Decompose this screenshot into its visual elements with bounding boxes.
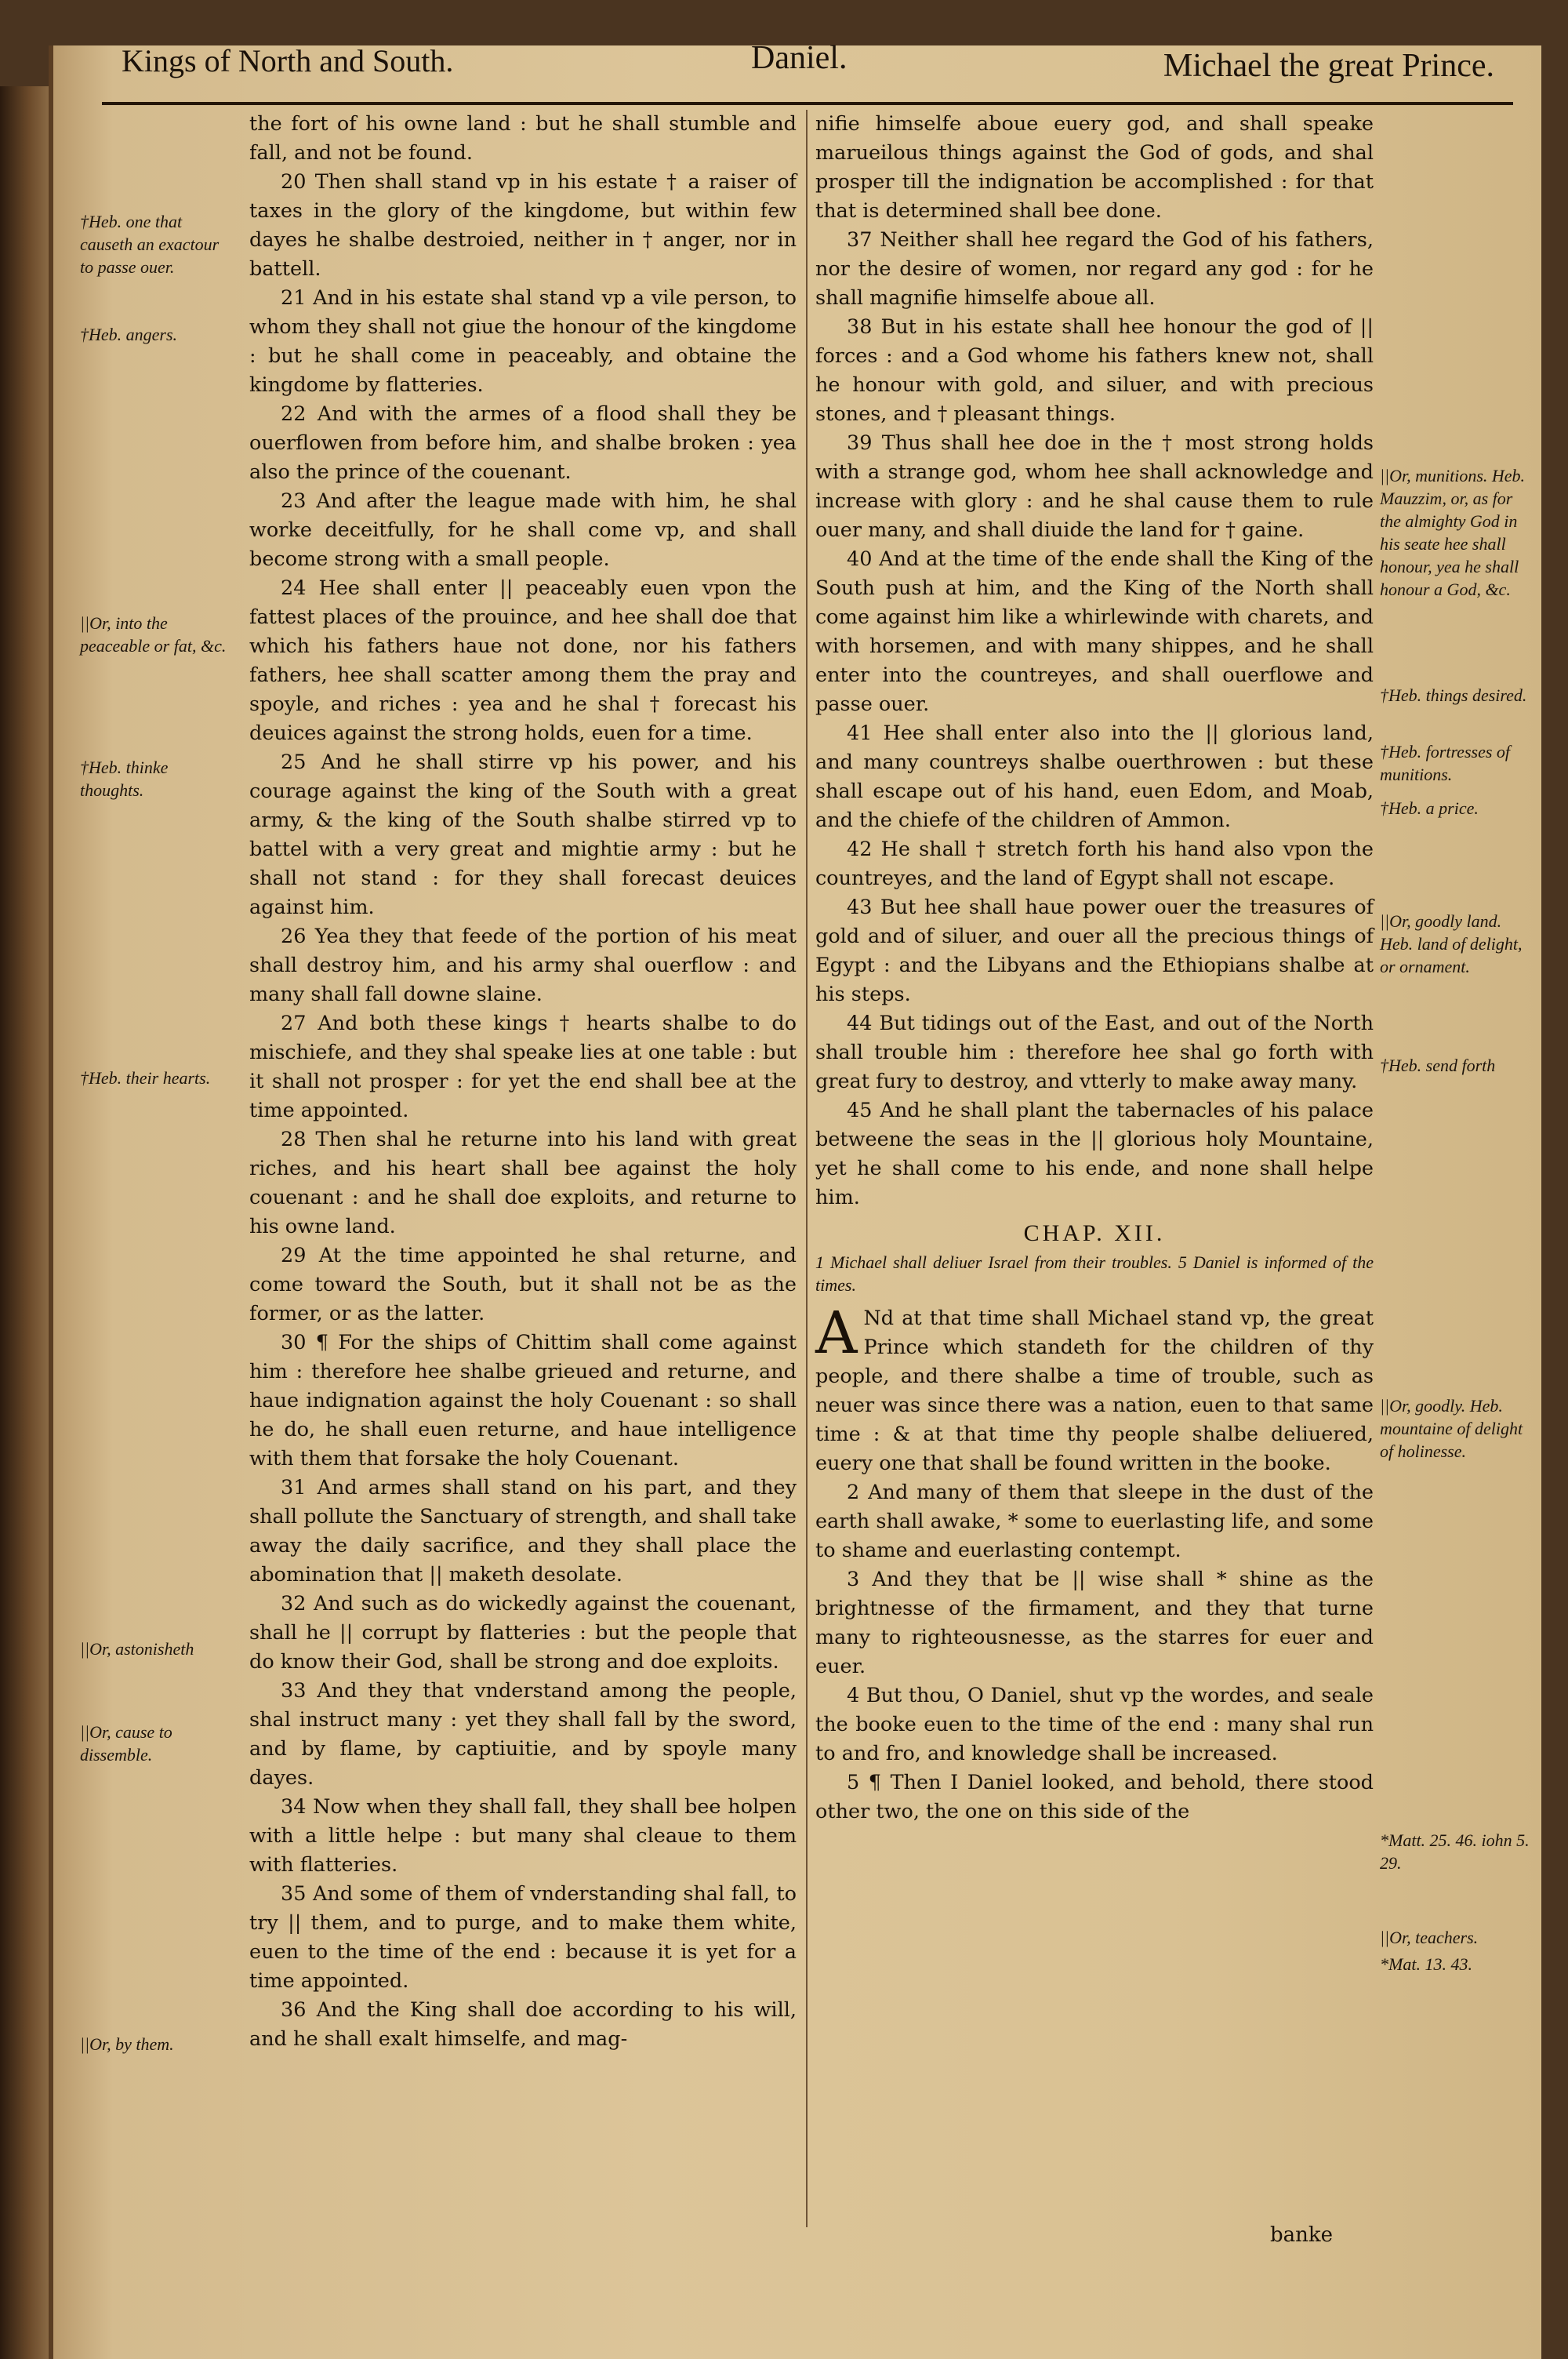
catchword: banke: [1270, 2223, 1334, 2247]
verse: 38 But in his estate shall hee honour the god of || forces : and a God whome his fathers knew not, shall he honour with gold, and siluer, and with precious stones, and † pleasant things.: [815, 315, 1374, 426]
verse: 31 And armes shall stand on his part, and they shall pollute the Sanctuary of strength, and shall take away the daily sacrifice, and they shall place the abomination that || maketh desolate.: [249, 1476, 797, 1587]
verse: 34 Now when they shall fall, they shall bee holpen with a little helpe : but many shal cleaue to them with flatteries.: [249, 1795, 797, 1877]
verse: 28 Then shal he returne into his land with great riches, and his heart shall bee against the holy couenant : and he shall doe exploits, and returne to his owne land.: [249, 1128, 797, 1238]
verse: 29 At the time appointed he shal returne, and come toward the South, but it shall not be as the former, or as the latter.: [249, 1244, 797, 1325]
verse: 36 And the King shall doe according to his will, and he shall exalt himselfe, and mag-: [249, 1998, 797, 2051]
margin-note: *Mat. 13. 43.: [1380, 1954, 1472, 1974]
verse: 41 Hee shall enter also into the || glorious land, and many countreys shalbe ouerthrowen : but these shall escape out of his hand, euen Edom, and Moab, and the chiefe of the children of Ammon.: [815, 722, 1374, 832]
verse: 26 Yea they that feede of the portion of his meat shall destroy him, and his army shal ouerflow : and many shall fall downe slaine.: [249, 925, 797, 1006]
verse: nifie himselfe aboue euery god, and shall speake marueilous things against the God of gods, and shal prosper till the indignation be accomplished : for that that is determined shall bee done.: [815, 112, 1374, 223]
chapter-summary: 1 Michael shall deliuer Israel from their troubles. 5 Daniel is informed of the times.: [815, 1252, 1374, 1295]
margin-note: †Heb. angers.: [80, 325, 178, 344]
verse: 44 But tidings out of the East, and out of the North shall trouble him : therefore hee shal go forth with great fury to destroy, and vtterly to make away many.: [815, 1012, 1374, 1093]
margin-note: †Heb. thinke thoughts.: [80, 758, 169, 800]
running-head-right: Michael the great Prince.: [1163, 48, 1494, 84]
book-spine: [0, 86, 49, 2359]
margin-note: *Matt. 25. 46. iohn 5. 29.: [1380, 1830, 1530, 1873]
margin-note: ||Or, astonisheth: [80, 1639, 194, 1659]
margin-note: ||Or, goodly land. Heb. land of delight, or ornament.: [1380, 911, 1523, 976]
margin-note: ||Or, cause to dissemble.: [80, 1722, 172, 1765]
verse: 22 And with the armes of a flood shall they be ouerflowen from before him, and shalbe broken : yea also the prince of the couenant.: [249, 402, 797, 484]
margin-note: ||Or, goodly. Heb. mountaine of delight of holinesse.: [1380, 1396, 1523, 1461]
verse: 39 Thus shall hee doe in the † most strong holds with a strange god, whom hee shall acknowledge and increase with glory : and he shal cause them to rule ouer many, and shall diuide the land for † gaine.: [815, 431, 1374, 542]
left-column: [249, 110, 797, 2054]
verse: 37 Neither shall hee regard the God of his fathers, nor the desire of women, nor regard any god : for he shall magnifie himselfe aboue all.: [815, 228, 1374, 310]
verse: 24 Hee shall enter || peaceably euen vpon the fattest places of the prouince, and hee shall doe that which his fathers haue not done, nor his fathers fathers, hee shall scatter among them the pray and spoyle, and riches : yea and he shal † forecast his deuices against the strong holds, euen for a time.: [249, 576, 797, 745]
margin-note: †Heb. fortresses of munitions.: [1380, 742, 1511, 784]
verse: 3 And they that be || wise shall * shine as the brightnesse of the firmament, and they that turne many to righteousnesse, as the starres for euer and euer.: [815, 1568, 1374, 1678]
verse: 32 And such as do wickedly against the couenant, shall he || corrupt by flatteries : but the people that do know their God, shall be strong and doe exploits.: [249, 1592, 797, 1674]
verse: 40 And at the time of the ende shall the King of the South push at him, and the King of the North shall come against him like a whirlewinde with charets, and with horsemen, and with many shippes, and he shall enter into the countreyes, and shall ouerflowe and passe ouer.: [815, 547, 1374, 716]
verse: 25 And he shall stirre vp his power, and his courage against the king of the South with a great army, & the king of the South shalbe stirred vp to battel with a very great and mightie army : but he shall not stand : for they shall forecast deuices against him.: [249, 751, 797, 919]
margin-note: †Heb. things desired.: [1380, 685, 1527, 705]
verse: 5 ¶ Then I Daniel looked, and behold, there stood other two, the one on this side of the: [815, 1771, 1374, 1823]
verse: 30 ¶ For the ships of Chittim shall come against him : therefore hee shalbe grieued and returne, and haue indignation against the holy Couenant : so shall he do, he shall euen returne, and haue intelligence with them that forsake the holy Couenant.: [249, 1331, 797, 1470]
chapter-heading: CHAP. XII.: [1023, 1220, 1166, 1246]
column-divider: [806, 110, 808, 2227]
verse: 45 And he shall plant the tabernacles of his palace betweene the seas in the || glorious holy Mountaine, yet he shall come to his ende, and none shall helpe him.: [815, 1099, 1374, 1209]
verse: the fort of his owne land : but he shall stumble and fall, and not be found.: [249, 112, 797, 165]
margin-note: †Heb. a price.: [1380, 798, 1479, 818]
verse: 4 But thou, O Daniel, shut vp the wordes, and seale the booke euen to the time of the end : many shal run to and fro, and knowledge shall be increased.: [815, 1684, 1374, 1765]
margin-note: †Heb. send forth: [1380, 1056, 1496, 1075]
verse: 2 And many of them that sleepe in the dust of the earth shall awake, * some to euerlasting life, and some to shame and euerlasting contempt.: [815, 1481, 1374, 1562]
margin-note: †Heb. one that causeth an exactour to passe ouer.: [80, 212, 220, 277]
running-head: [55, 17, 1505, 84]
chapter-first-verse: [815, 1299, 1374, 1478]
verse: 21 And in his estate shal stand vp a vile person, to whom they shall not giue the honour of the kingdome : but he shall come in peaceably, and obtaine the kingdome by flatteries.: [249, 286, 797, 397]
margin-note: ||Or, into the peaceable or fat, &c.: [80, 613, 227, 656]
right-column: [815, 110, 1374, 1826]
verse: 23 And after the league made with him, he shal worke deceitfully, for he shall come vp, and shall become strong with a small people.: [249, 489, 797, 571]
running-head-center: Daniel.: [751, 40, 848, 76]
verse: 43 But hee shall haue power ouer the treasures of gold and of siluer, and ouer all the precious things of Egypt : and the Libyans and the Ethiopians shalbe at his steps.: [815, 896, 1374, 1006]
verse: 33 And they that vnderstand among the people, shal instruct many : yet they shall fall by the sword, and by flame, by captiuitie, and by spoyle many dayes.: [249, 1679, 797, 1790]
verse: 20 Then shall stand vp in his estate † a raiser of taxes in the glory of the kingdome, but within few dayes he shalbe destroied, neither in † anger, nor in battell.: [249, 170, 797, 281]
margin-note: ||Or, by them.: [80, 2034, 174, 2054]
first-verse-text: Nd at that time shall Michael stand vp, the great Prince which standeth for the children of thy people, and there shalbe a time of trouble, such as neuer was since there was a nation, euen to that same time : & at that time thy people shalbe deliuered, euery one that shall be found written in the booke.: [815, 1307, 1374, 1475]
verse: 35 And some of them of vnderstanding shal fall, to try || them, and to purge, and to make them white, euen to the time of the end : because it is yet for a time appointed.: [249, 1882, 797, 1993]
margin-note: ||Or, munitions. Heb. Mauzzim, or, as for the almighty God in his seate hee shall honour, yea he shall honour a God, &c.: [1380, 466, 1526, 599]
drop-cap: A: [815, 1299, 858, 1367]
margin-note: †Heb. their hearts.: [80, 1068, 211, 1088]
verse: 27 And both these kings † hearts shalbe to do mischiefe, and they shal speake lies at one table : but it shall not prosper : for yet the end shall bee at the time appointed.: [249, 1012, 797, 1122]
running-head-left: Kings of North and South.: [122, 43, 454, 78]
verse: 42 He shall † stretch forth his hand also vpon the countreyes, and the land of Egypt shall not escape.: [815, 838, 1374, 890]
header-rule: [102, 102, 1513, 105]
margin-note: ||Or, teachers.: [1380, 1928, 1479, 1947]
